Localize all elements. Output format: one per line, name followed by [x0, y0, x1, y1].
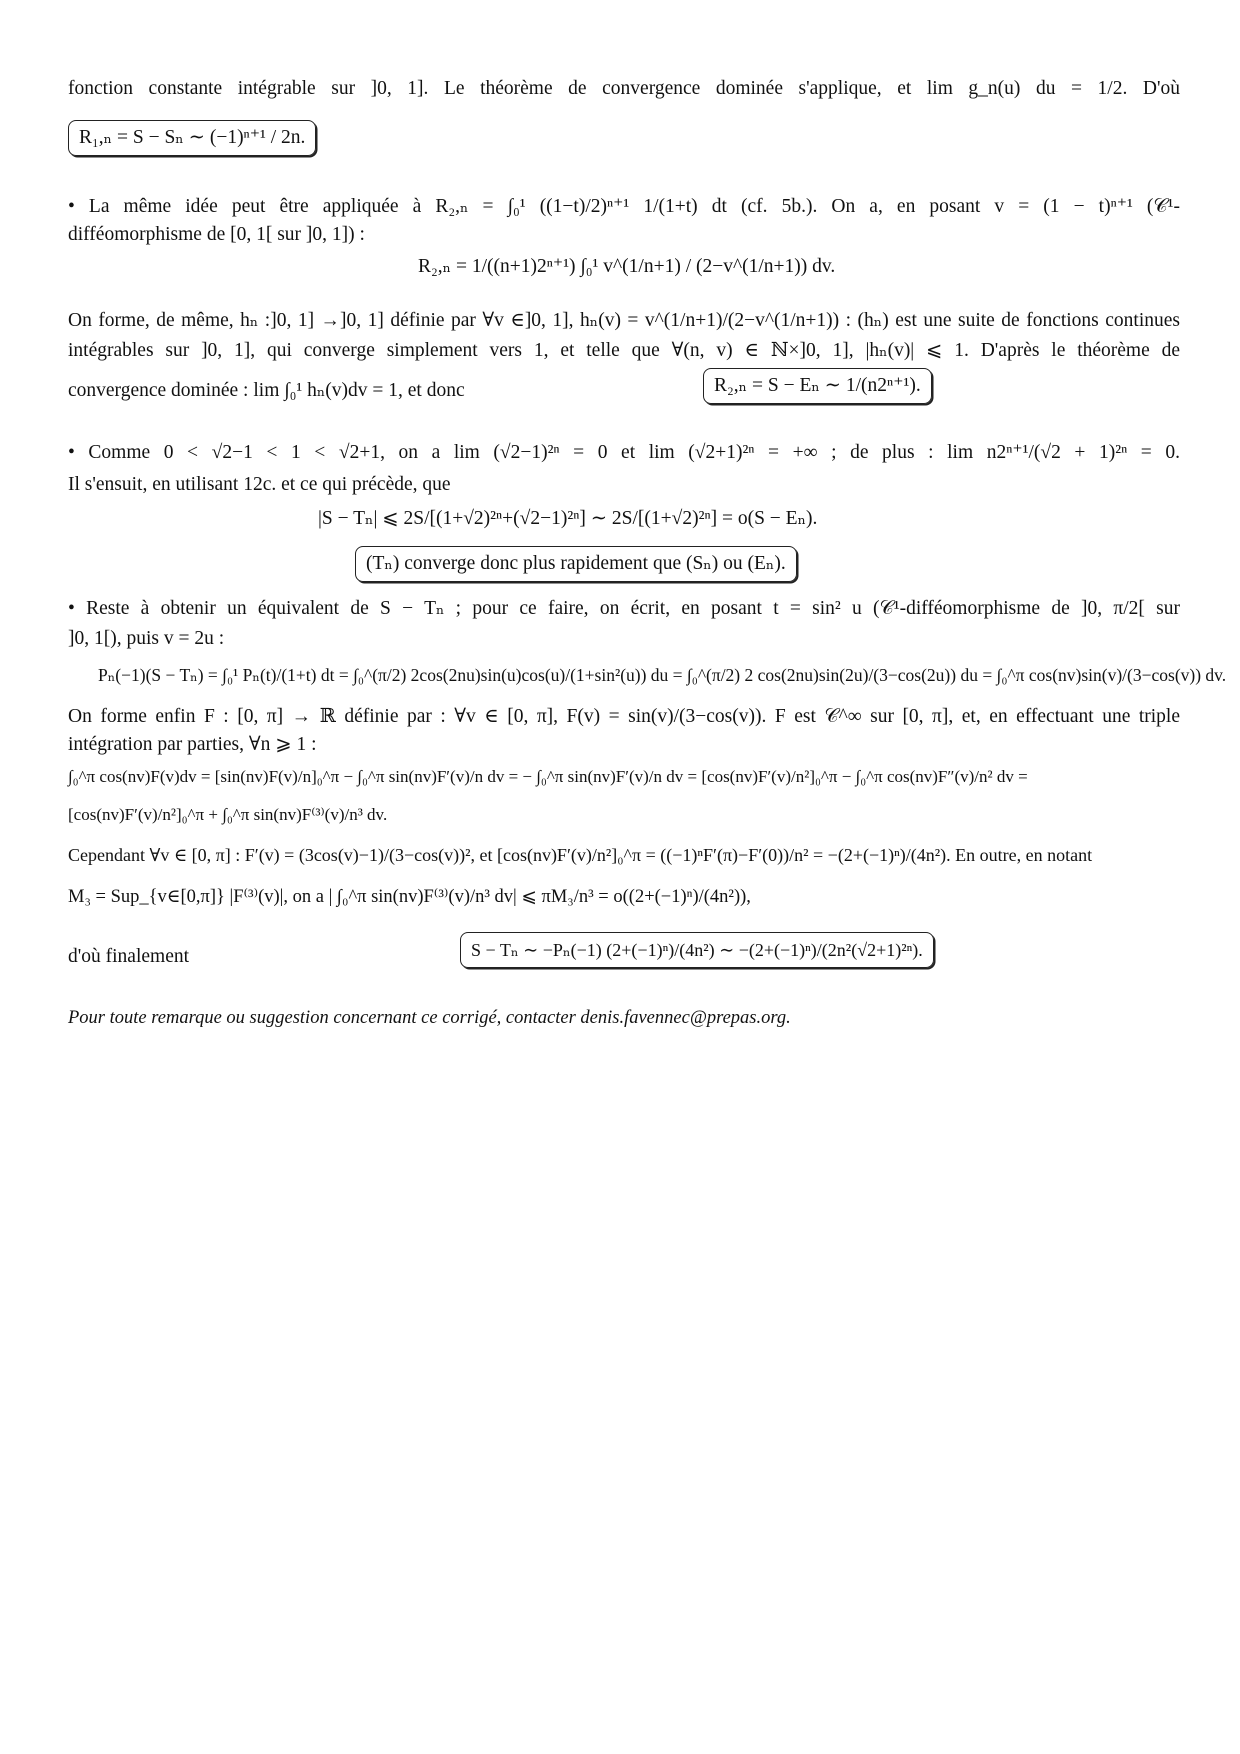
p1-limit: lim g_n(u) du = 1/2. D'où [926, 78, 1180, 99]
p4b-text: Il s'ensuit, en utilisant 12c. et ce qui précède, que [68, 474, 451, 495]
equation-pn: Pₙ(−1)(S − Tₙ) = ∫₀¹ Pₙ(t)/(1+t) dt = ∫₀^(π/2) 2cos(2nu)sin(u)cos(u)/(1+sin²(u)) du = ∫₀^(π/2) 2 cos(2nu)sin(2u)/(3−cos(2u)) du = ∫₀^π cos(nv)sin(v)/(3−cos(v)) dv. [98, 665, 1227, 685]
paragraph-derivative-line2: M₃ = Sup_{v∈[0,π]} |F⁽³⁾(v)|, on a | ∫₀^π sin(nv)F⁽³⁾(v)/n³ dv| ⩽ πM₃/n³ = o((2+(−1)ⁿ)/(4n²)), [68, 887, 751, 907]
equation-ipp-line1: ∫₀^π cos(nv)F(v)dv = [sin(nv)F(v)/n]₀^π − ∫₀^π sin(nv)F′(v)/n dv = − ∫₀^π sin(nv)F′(v)/n dv = [cos(nv)F′(v)/n²]₀^π − ∫₀^π cos(nv)F″(v)/n² dv = [68, 767, 1028, 786]
paragraph-r2-intro-line1: • La même idée peut être appliquée à R₂,ₙ = ∫₀¹ ((1−t)/2)ⁿ⁺¹ 1/(1+t) dt (cf. 5b.). On a, en posant v = (1 − t)ⁿ⁺¹ (𝒞¹- [68, 196, 1180, 217]
paragraph-derivative-line1: Cependant ∀v ∈ [0, π] : F′(v) = (3cos(v)−1)/(3−cos(v))², et [cos(nv)F′(v)/n²]₀^π = ((−1)ⁿF′(π)−F′(0))/n² = −(2+(−1)ⁿ)/(4n²). En outre, en notant [68, 845, 1093, 865]
paragraph-F-line2: intégration par parties, ∀n ⩾ 1 : [68, 734, 317, 755]
paragraph-limit-conclusion [68, 76, 1180, 102]
paragraph-equivalent-line1: • Reste à obtenir un équivalent de S − Tₙ ; pour ce faire, on écrit, en posant t = sin² u (𝒞¹-difféomorphisme de ]0, π/2[ sur [68, 598, 1180, 619]
paragraph-sqrt2-line1: • Comme 0 < √2−1 < 1 < √2+1, on a lim (√2−1)²ⁿ = 0 et lim (√2+1)²ⁿ = +∞ ; de plus : lim n2ⁿ⁺¹/(√2 + 1)²ⁿ = 0. [68, 442, 1180, 463]
result-box-r1: R₁,ₙ = S − Sₙ ∼ (−1)ⁿ⁺¹ / 2n. [68, 120, 316, 156]
result-box-tn-convergence: (Tₙ) converge donc plus rapidement que (Sₙ) ou (Eₙ). [355, 546, 797, 582]
paragraph-hn-line2: intégrables sur ]0, 1], qui converge simplement vers 1, et telle que ∀(n, v) ∈ ℕ×]0, 1], |hₙ(v)| ⩽ 1. D'après le théorème de [68, 340, 1180, 361]
p1-text: fonction constante intégrable sur ]0, 1]. Le théorème de convergence dominée s'applique, et [68, 78, 912, 99]
equation-ipp-line2: [cos(nv)F′(v)/n²]₀^π + ∫₀^π sin(nv)F⁽³⁾(v)/n³ dv. [68, 805, 388, 824]
paragraph-hn-line3: convergence dominée : lim ∫₀¹ hₙ(v)dv = 1, et donc [68, 380, 465, 401]
paragraph-hn-line1: On forme, de même, hₙ :]0, 1] →]0, 1] définie par ∀v ∈]0, 1], hₙ(v) = v^(1/n+1)/(2−v^(1/n+1)) : (hₙ) est une suite de fonctions continues [68, 310, 1180, 331]
equation-r2: R₂,ₙ = 1/((n+1)2ⁿ⁺¹) ∫₀¹ v^(1/n+1) / (2−v^(1/n+1)) dv. [418, 256, 836, 277]
footer-note: Pour toute remarque ou suggestion concernant ce corrigé, contacter denis.favennec@prepas.org. [68, 1008, 791, 1028]
paragraph-sqrt2-line2 [68, 472, 451, 498]
paragraph-equivalent-line2: ]0, 1[), puis v = 2u : [68, 628, 225, 649]
equation-s-tn: |S − Tₙ| ⩽ 2S/[(1+√2)²ⁿ+(√2−1)²ⁿ] ∼ 2S/[(1+√2)²ⁿ] = o(S − Eₙ). [318, 508, 818, 529]
result-box-final: S − Tₙ ∼ −Pₙ(−1) (2+(−1)ⁿ)/(4n²) ∼ −(2+(−1)ⁿ)/(2n²(√2+1)²ⁿ). [460, 932, 934, 968]
paragraph-F-line1: On forme enfin F : [0, π] → ℝ définie par : ∀v ∈ [0, π], F(v) = sin(v)/(3−cos(v)). F est 𝒞^∞ sur [0, π], et, en effectuant une triple [68, 706, 1180, 727]
paragraph-final: d'où finalement [68, 946, 190, 967]
result-box-r2: R₂,ₙ = S − Eₙ ∼ 1/(n2ⁿ⁺¹). [703, 368, 932, 404]
document-page [68, 0, 1227, 1754]
paragraph-r2-intro-line2: difféomorphisme de [0, 1[ sur ]0, 1]) : [68, 224, 365, 245]
